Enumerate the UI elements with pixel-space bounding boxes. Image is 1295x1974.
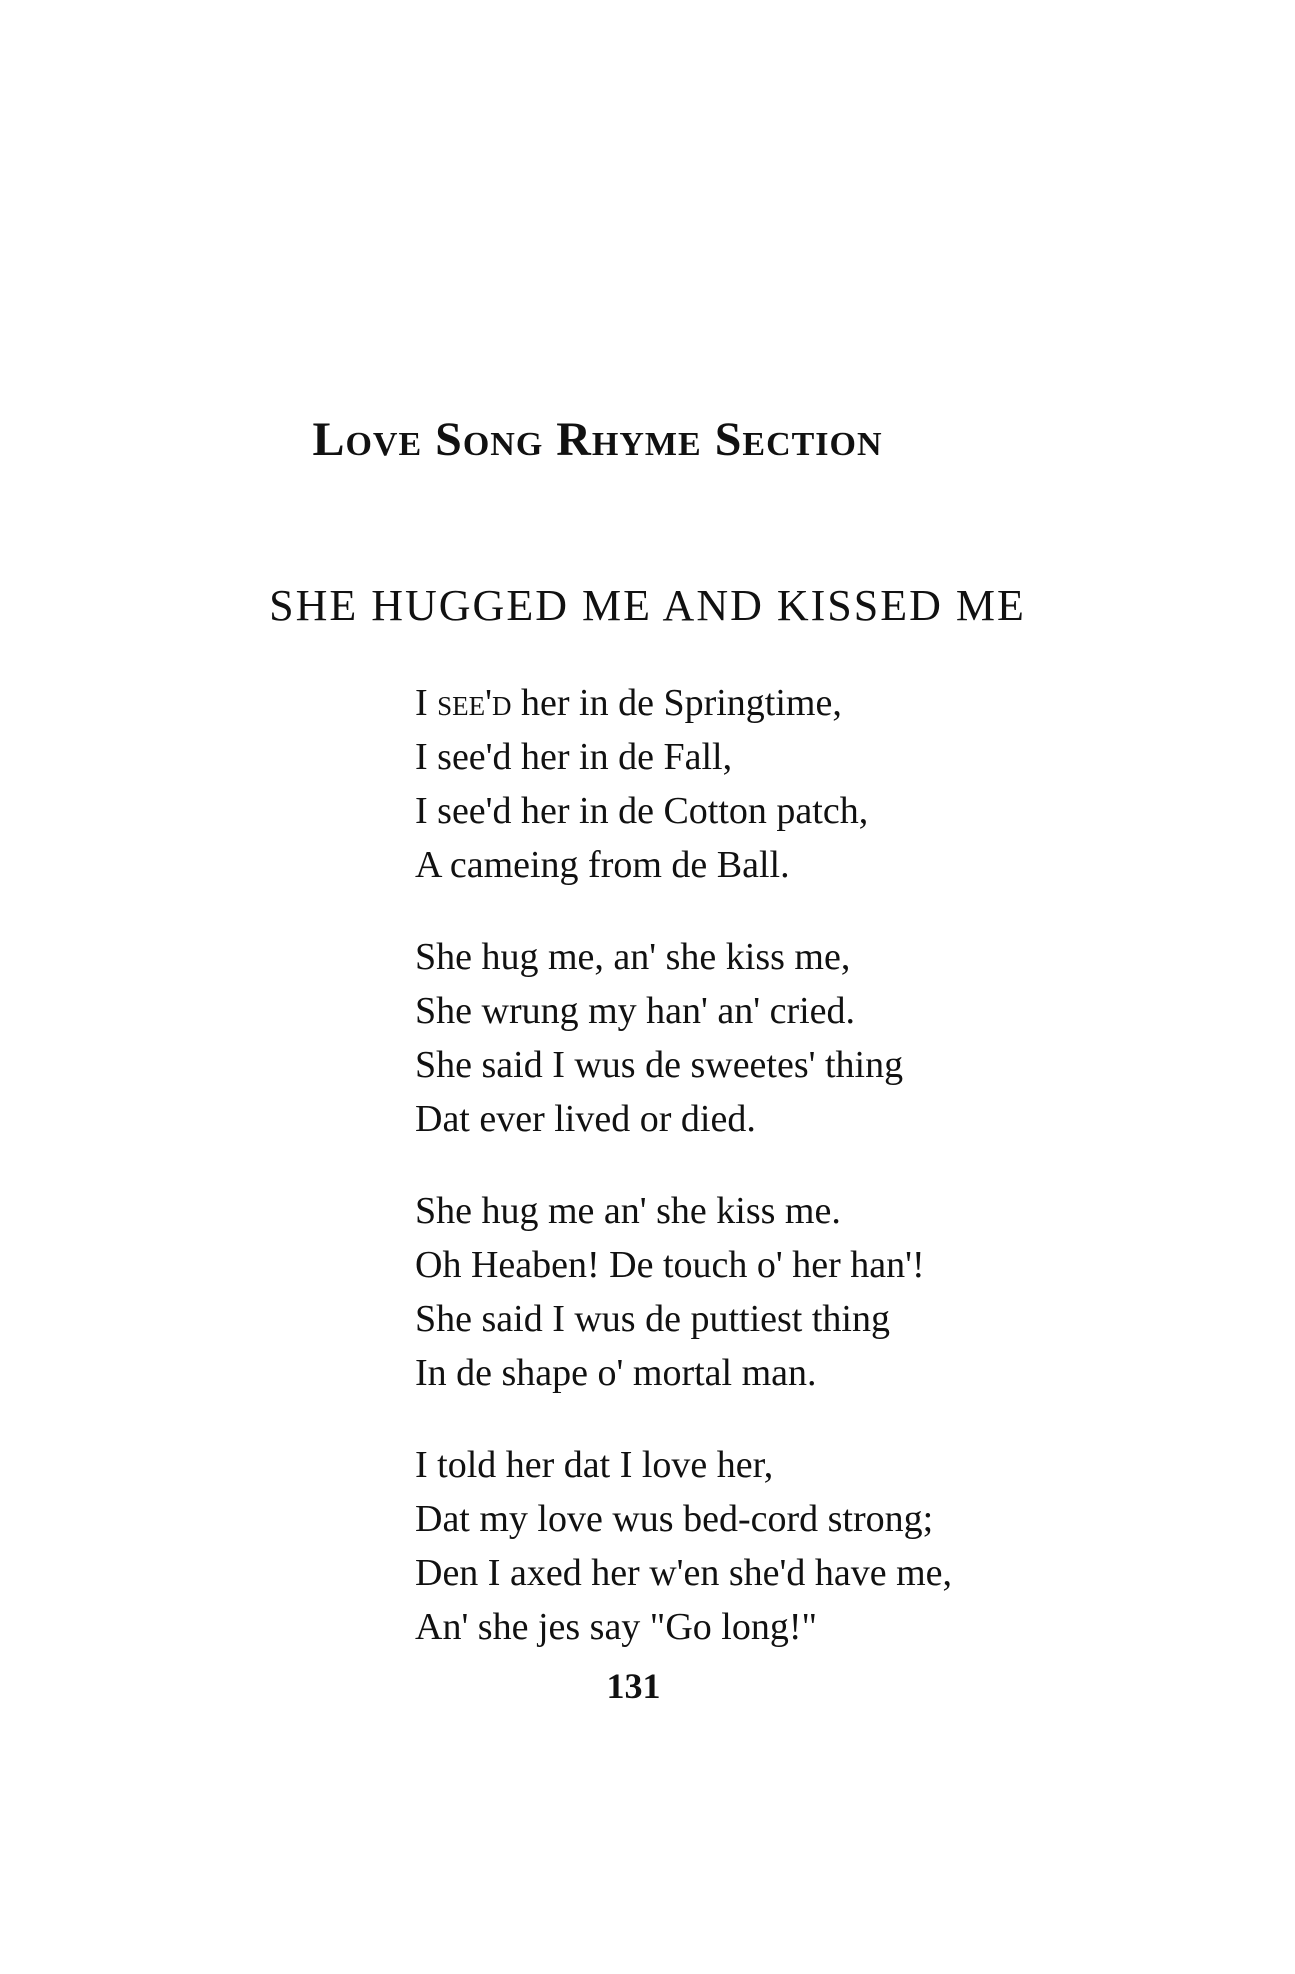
stanza-4 xyxy=(415,1438,952,1654)
poem-line: Oh Heaben! De touch o' her han'! xyxy=(415,1244,925,1286)
poem-line: She said I wus de sweetes' thing xyxy=(415,1044,904,1086)
first-line-rest: her in de Springtime, xyxy=(511,682,842,724)
poem-line: Dat ever lived or died. xyxy=(415,1098,756,1140)
stanza-2 xyxy=(415,930,952,1146)
poem-line: Den I axed her w'en she'd have me, xyxy=(415,1552,953,1594)
page-number: 131 xyxy=(606,1666,661,1706)
poem-line: She hug me, an' she kiss me, xyxy=(415,936,851,978)
poem-title: SHE HUGGED ME AND KISSED ME xyxy=(269,581,1026,630)
poem-body xyxy=(415,676,952,1692)
stanza-1 xyxy=(415,676,952,892)
poem-line: An' she jes say "Go long!" xyxy=(415,1606,817,1648)
poem-line: I told her dat I love her, xyxy=(415,1444,774,1486)
poem-line: Dat my love wus bed-cord strong; xyxy=(415,1498,934,1540)
poem-line: She hug me an' she kiss me. xyxy=(415,1190,841,1232)
poem-line: She said I wus de puttiest thing xyxy=(415,1298,890,1340)
poem-line: I see'd her in de Cotton patch, xyxy=(415,790,869,832)
stanza-3 xyxy=(415,1184,952,1400)
first-word-lead: I xyxy=(415,682,438,724)
poem-line: I see'd her in de Fall, xyxy=(415,736,733,778)
section-title: Love Song Rhyme Section xyxy=(312,413,883,466)
first-word-small-caps: see'd xyxy=(437,682,512,724)
poem-line: In de shape o' mortal man. xyxy=(415,1352,817,1394)
poem-line: A cameing from de Ball. xyxy=(415,844,790,886)
poem-line xyxy=(415,676,952,730)
poem-line: She wrung my han' an' cried. xyxy=(415,990,856,1032)
